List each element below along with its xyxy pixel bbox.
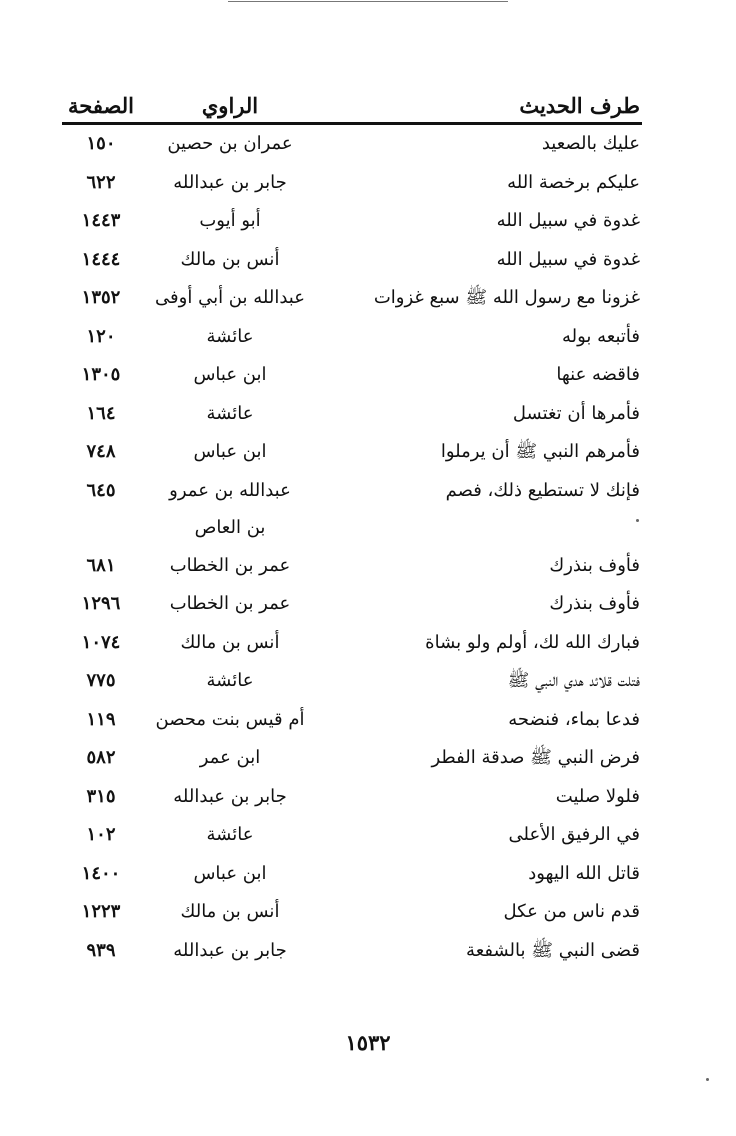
page-cell: ١٣٥٢ bbox=[81, 287, 121, 308]
narrator-line: أنس بن مالك bbox=[180, 248, 280, 270]
page-cell: ١٢٩٦ bbox=[81, 593, 121, 614]
narrator-cell bbox=[140, 547, 320, 584]
table-header bbox=[62, 86, 642, 125]
table-row bbox=[62, 318, 642, 357]
narrator-cell bbox=[140, 624, 320, 661]
top-rule bbox=[228, 1, 508, 2]
page-cell: ١٤٤٣ bbox=[81, 210, 121, 231]
page-cell: ١١٩ bbox=[86, 708, 116, 730]
narrator-cell bbox=[140, 395, 320, 432]
narrator-line: عمر بن الخطاب bbox=[169, 554, 291, 576]
narrator-cell bbox=[140, 739, 320, 776]
table-row bbox=[62, 164, 642, 203]
hadith-cell: فلولا صليت bbox=[555, 785, 640, 807]
narrator-cell bbox=[140, 778, 320, 815]
narrator-line: أنس بن مالك bbox=[180, 901, 280, 922]
speck-mark bbox=[706, 1078, 709, 1081]
narrator-cell bbox=[140, 279, 320, 316]
table-row bbox=[62, 241, 642, 280]
narrator-line: أبو أيوب bbox=[199, 210, 261, 231]
table-row bbox=[62, 433, 642, 472]
table-row bbox=[62, 472, 642, 547]
narrator-line: بن العاص bbox=[194, 516, 266, 538]
narrator-cell bbox=[140, 318, 320, 355]
header-page: الصفحة bbox=[68, 93, 134, 118]
hadith-cell: فرض النبي ﷺ صدقة الفطر bbox=[431, 747, 640, 768]
narrator-line: عائشة bbox=[206, 325, 254, 347]
hadith-cell: فأمرهم النبي ﷺ أن يرملوا bbox=[440, 441, 640, 462]
table-row bbox=[62, 395, 642, 434]
hadith-cell: قاتل الله اليهود bbox=[528, 862, 640, 884]
table-body bbox=[62, 125, 642, 970]
header-narrator: الراوي bbox=[201, 93, 259, 118]
narrator-cell bbox=[140, 893, 320, 930]
narrator-line: عبدالله بن عمرو bbox=[169, 479, 291, 501]
narrator-line: ابن عمر bbox=[199, 747, 261, 768]
table-row bbox=[62, 778, 642, 817]
page-cell: ٦٨١ bbox=[86, 554, 116, 576]
hadith-cell: غزونا مع رسول الله ﷺ سبع غزوات bbox=[373, 287, 640, 308]
table-row bbox=[62, 125, 642, 164]
table-row bbox=[62, 279, 642, 318]
hadith-cell: عليكم برخصة الله bbox=[507, 171, 640, 193]
hadith-index-table bbox=[62, 86, 642, 970]
hadith-cell: فأمرها أن تغتسل bbox=[512, 402, 640, 424]
narrator-line: عائشة bbox=[206, 670, 254, 691]
narrator-line: عمران بن حصين bbox=[167, 133, 293, 154]
narrator-line: ابن عباس bbox=[193, 862, 267, 884]
narrator-cell bbox=[140, 202, 320, 239]
narrator-line: عمر بن الخطاب bbox=[169, 593, 291, 614]
header-hadith: طرف الحديث bbox=[519, 93, 640, 118]
narrator-line: ابن عباس bbox=[193, 441, 267, 462]
narrator-cell bbox=[140, 164, 320, 201]
page-cell: ١٤٠٠ bbox=[81, 862, 121, 884]
table-row bbox=[62, 701, 642, 740]
table-row bbox=[62, 816, 642, 855]
hadith-cell: غدوة في سبيل الله bbox=[496, 248, 640, 270]
table-row bbox=[62, 585, 642, 624]
narrator-cell bbox=[140, 585, 320, 622]
narrator-cell bbox=[140, 816, 320, 853]
narrator-line: عبدالله بن أبي أوفى bbox=[155, 287, 305, 308]
table-row bbox=[62, 547, 642, 586]
hadith-cell: فأتبعه بوله bbox=[561, 325, 640, 347]
hadith-cell: غدوة في سبيل الله bbox=[496, 210, 640, 231]
page-cell: ٩٣٩ bbox=[86, 939, 116, 961]
hadith-cell: فتلت قلائد هدي النبي ﷺ bbox=[507, 670, 640, 691]
hadith-cell: قدم ناس من عكل bbox=[503, 901, 640, 922]
table-row bbox=[62, 624, 642, 663]
narrator-cell bbox=[140, 932, 320, 969]
page-cell: ٥٨٢ bbox=[86, 747, 116, 768]
table-row bbox=[62, 739, 642, 778]
table-row bbox=[62, 893, 642, 932]
hadith-cell: فبارك الله لك، أولم ولو بشاة bbox=[425, 631, 640, 653]
hadith-cell: فأوف بنذرك bbox=[549, 554, 640, 576]
hadith-cell: فاقضه عنها bbox=[556, 364, 640, 385]
speck-mark bbox=[636, 519, 639, 522]
narrator-cell bbox=[140, 662, 320, 699]
table-row bbox=[62, 662, 642, 701]
page-cell: ١٥٠ bbox=[86, 133, 116, 154]
page-cell: ١٣٠٥ bbox=[81, 364, 121, 385]
page-cell: ٦٢٢ bbox=[86, 171, 116, 193]
hadith-cell: قضى النبي ﷺ بالشفعة bbox=[466, 939, 640, 961]
table-row bbox=[62, 855, 642, 894]
narrator-cell bbox=[140, 356, 320, 393]
narrator-line: ابن عباس bbox=[193, 364, 267, 385]
table-row bbox=[62, 202, 642, 241]
table-row bbox=[62, 356, 642, 395]
narrator-line: عائشة bbox=[206, 824, 254, 845]
page-cell: ٧٧٥ bbox=[86, 670, 116, 691]
hadith-cell: عليك بالصعيد bbox=[541, 133, 640, 154]
page-cell: ١٠٢ bbox=[86, 824, 116, 845]
hadith-cell: فإنك لا تستطيع ذلك، فصم bbox=[445, 479, 640, 501]
page-cell: ١٢٠ bbox=[86, 325, 116, 347]
page-cell: ٧٤٨ bbox=[86, 441, 116, 462]
table-row bbox=[62, 932, 642, 971]
narrator-line: أنس بن مالك bbox=[180, 631, 280, 653]
narrator-cell bbox=[140, 855, 320, 892]
narrator-cell bbox=[140, 125, 320, 162]
page-cell: ١٢٢٣ bbox=[81, 901, 121, 922]
page-cell: ١٦٤ bbox=[86, 402, 116, 424]
page-cell: ١٤٤٤ bbox=[81, 248, 121, 270]
hadith-cell: في الرفيق الأعلى bbox=[508, 824, 640, 845]
hadith-cell: فأوف بنذرك bbox=[549, 593, 640, 614]
narrator-line: جابر بن عبدالله bbox=[173, 171, 287, 193]
narrator-line: عائشة bbox=[206, 402, 254, 424]
narrator-cell bbox=[140, 433, 320, 470]
page-cell: ٣١٥ bbox=[86, 785, 116, 807]
hadith-cell: فدعا بماء، فنضحه bbox=[508, 708, 640, 730]
narrator-cell bbox=[140, 241, 320, 278]
narrator-cell bbox=[140, 701, 320, 738]
page-cell: ٦٤٥ bbox=[86, 479, 116, 501]
narrator-line: جابر بن عبدالله bbox=[173, 939, 287, 961]
page-number: ١٥٣٢ bbox=[345, 1030, 391, 1055]
narrator-line: جابر بن عبدالله bbox=[173, 785, 287, 807]
narrator-cell bbox=[140, 472, 320, 546]
narrator-line: أم قيس بنت محصن bbox=[155, 708, 305, 730]
page-cell: ١٠٧٤ bbox=[81, 631, 121, 653]
